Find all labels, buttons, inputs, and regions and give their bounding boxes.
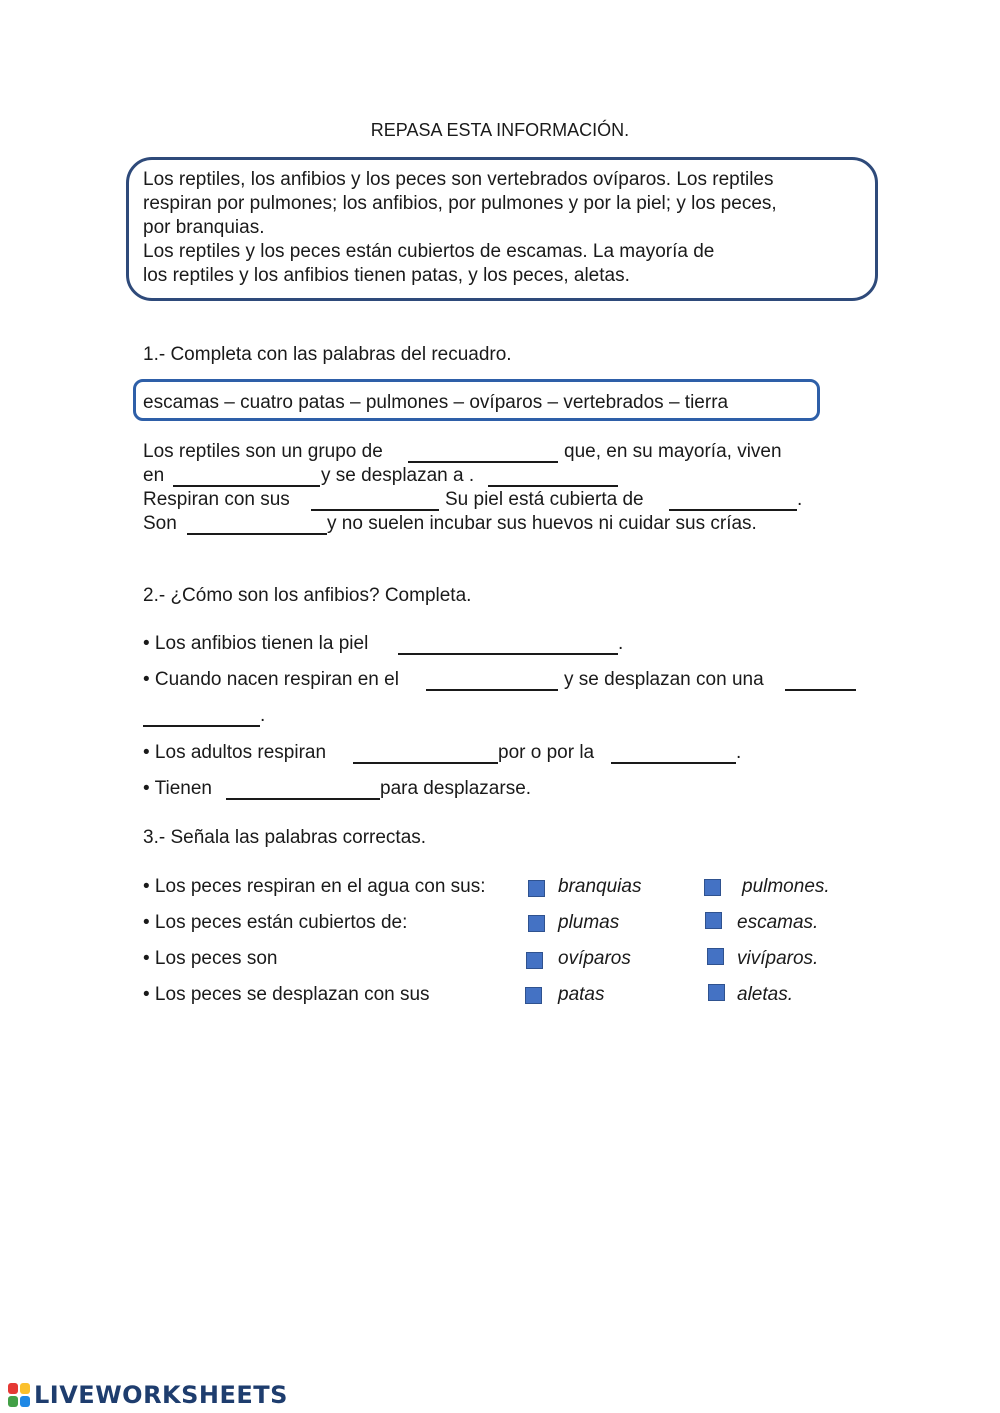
question-text: • Los peces se desplazan con sus [143, 984, 430, 1005]
section1-heading: 1.- Completa con las palabras del recuadro. [143, 344, 512, 365]
blank-input[interactable] [143, 725, 260, 727]
info-line: respiran por pulmones; los anfibios, por pulmones y por la piel; y los peces, [143, 193, 777, 214]
option-label: ovíparos [558, 948, 631, 969]
info-text [143, 168, 777, 288]
liveworksheets-logo [8, 1380, 288, 1410]
d-text-2: para desplazarse. [380, 778, 532, 799]
logo-square [8, 1396, 18, 1407]
option-label: aletas. [737, 984, 793, 1005]
option-label: vivíparos. [737, 948, 819, 969]
checkbox[interactable] [528, 915, 545, 932]
word-bank: escamas – cuatro patas – pulmones – ovíparos – vertebrados – tierra [143, 392, 729, 413]
s4-text: y se desplazan a . [321, 465, 475, 486]
blank-input[interactable] [311, 509, 439, 511]
blank-input[interactable] [408, 461, 558, 463]
c-end: . [736, 742, 742, 763]
checkbox[interactable] [528, 880, 545, 897]
a-end: . [618, 633, 624, 654]
question-text: • Los peces están cubiertos de: [143, 912, 408, 933]
checkbox[interactable] [526, 952, 543, 969]
info-line: por branquias. [143, 217, 265, 238]
blank-input[interactable] [353, 762, 498, 764]
b-end: . [260, 705, 266, 726]
option-label: escamas. [737, 912, 819, 933]
question-text: • Los peces son [143, 948, 278, 969]
s2-text: que, en su mayoría, viven [564, 441, 782, 462]
blank-input[interactable] [398, 653, 618, 655]
section2-heading: 2.- ¿Cómo son los anfibios? Completa. [143, 585, 472, 606]
s8-text: Son [143, 513, 177, 534]
option-label: plumas [558, 912, 620, 933]
logo-square [20, 1383, 30, 1394]
blank-input[interactable] [669, 509, 797, 511]
logo-square [20, 1396, 30, 1407]
s5-text: Respiran con sus [143, 489, 290, 510]
s7-text: . [797, 489, 803, 510]
s1-text: Los reptiles son un grupo de [143, 441, 383, 462]
logo-square [8, 1383, 18, 1394]
d-text: • Tienen [143, 778, 212, 799]
c-text: • Los adultos respiran [143, 742, 327, 763]
info-line: Los reptiles y los peces están cubiertos de escamas. La mayoría de [143, 241, 715, 262]
blank-input[interactable] [785, 689, 856, 691]
logo-icon [8, 1383, 30, 1407]
checkbox[interactable] [705, 912, 722, 929]
blank-input[interactable] [187, 533, 327, 535]
option-label: patas [558, 984, 605, 1005]
b-text-2: y se desplazan con una [564, 669, 764, 690]
option-label: pulmones. [742, 876, 830, 897]
s9-text: y no suelen incubar sus huevos ni cuidar sus crías. [327, 513, 757, 534]
checkbox[interactable] [707, 948, 724, 965]
blank-input[interactable] [488, 485, 618, 487]
blank-input[interactable] [426, 689, 558, 691]
checkbox[interactable] [525, 987, 542, 1004]
s3-text: en [143, 465, 165, 486]
checkbox[interactable] [704, 879, 721, 896]
c-text-2: por o por la [498, 742, 595, 763]
b-text: • Cuando nacen respiran en el [143, 669, 399, 690]
logo-text: LIVEWORKSHEETS [34, 1381, 288, 1409]
blank-input[interactable] [226, 798, 380, 800]
section3-heading: 3.- Señala las palabras correctas. [143, 827, 427, 848]
checkbox[interactable] [708, 984, 725, 1001]
info-line: Los reptiles, los anfibios y los peces son vertebrados ovíparos. Los reptiles [143, 169, 774, 190]
blank-input[interactable] [611, 762, 736, 764]
a-text: • Los anfibios tienen la piel [143, 633, 369, 654]
info-line: los reptiles y los anfibios tienen patas, y los peces, aletas. [143, 265, 630, 286]
page-title: REPASA ESTA INFORMACIÓN. [370, 120, 630, 140]
option-label: branquias [558, 876, 642, 897]
s6-text: Su piel está cubierta de [445, 489, 644, 510]
question-text: • Los peces respiran en el agua con sus: [143, 876, 486, 897]
blank-input[interactable] [173, 485, 320, 487]
